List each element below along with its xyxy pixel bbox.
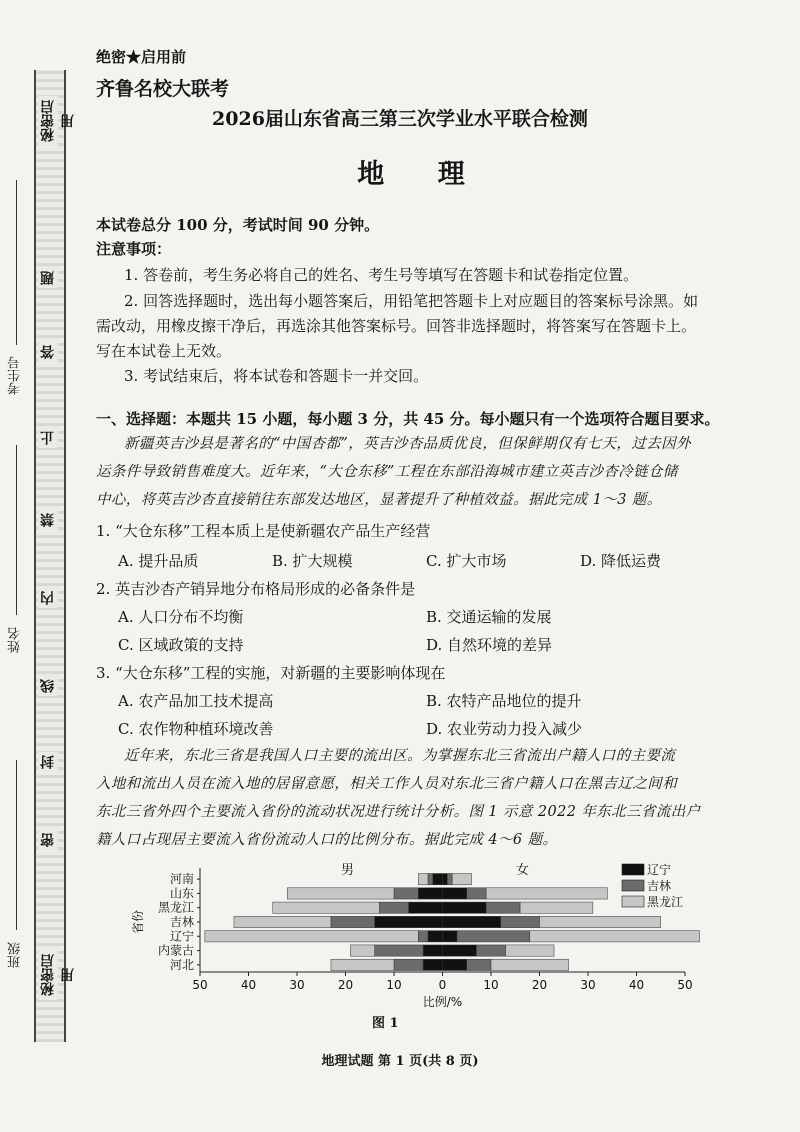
bar-female-河南-吉林 — [447, 874, 452, 885]
class-label: 班级 — [8, 942, 23, 968]
bar-female-内蒙古-黑龙江 — [506, 945, 555, 956]
bar-male-山东-黑龙江 — [287, 888, 394, 899]
q1-option-d[interactable]: D. 降低运费 — [580, 552, 662, 570]
bar-male-内蒙古-辽宁 — [423, 945, 442, 956]
category-label: 吉林 — [169, 915, 194, 929]
bar-male-河南-黑龙江 — [418, 874, 428, 885]
binding-mark-mi: 密 — [38, 830, 58, 850]
bar-female-河北-黑龙江 — [491, 959, 569, 970]
exam-title: 2026届山东省高三第三次学业水平联合检测 — [212, 108, 588, 130]
bar-male-黑龙江-辽宁 — [409, 902, 443, 913]
bar-female-河南-黑龙江 — [452, 874, 471, 885]
bar-female-内蒙古-吉林 — [476, 945, 505, 956]
x-tick-label: 10 — [483, 978, 499, 992]
q2-option-b[interactable]: B. 交通运输的发展 — [426, 608, 552, 626]
population-pyramid-chart — [120, 862, 720, 1012]
category-label: 河北 — [169, 957, 194, 972]
bar-female-黑龙江-辽宁 — [443, 902, 487, 913]
binding-mark-nei: 内 — [38, 588, 58, 608]
q1-option-a[interactable]: A. 提升品质 — [118, 552, 199, 570]
subject-title: 地 理 — [357, 159, 487, 190]
bar-male-辽宁-吉林 — [418, 931, 428, 942]
binding-mark-zhi: 止 — [38, 428, 58, 448]
figure-caption: 图 1 — [372, 1016, 399, 1031]
q1-option-c[interactable]: C. 扩大市场 — [426, 552, 507, 570]
x-tick-label: 40 — [628, 978, 645, 992]
legend-label: 辽宁 — [647, 863, 672, 877]
x-tick-label: 30 — [580, 978, 596, 992]
class-line — [16, 760, 17, 930]
q1-option-b[interactable]: B. 扩大规模 — [272, 552, 353, 570]
bar-female-河南-辽宁 — [443, 874, 448, 885]
q3-stem: 3. “大仓东移”工程的实施，对新疆的主要影响体现在 — [96, 664, 446, 682]
bar-male-黑龙江-吉林 — [379, 902, 408, 913]
category-label: 内蒙古 — [157, 943, 194, 958]
bar-male-辽宁-黑龙江 — [205, 931, 418, 942]
notice-2-end: 写在本试卷上无效。 — [96, 342, 232, 360]
q1-stem: 1. “大仓东移”工程本质上是使新疆农产品生产经营 — [96, 522, 431, 540]
x-tick-label: 30 — [289, 978, 305, 992]
q3-option-d[interactable]: D. 农业劳动力投入减少 — [426, 720, 583, 738]
legend-swatch-黑龙江 — [622, 896, 644, 907]
x-tick-label: 20 — [337, 978, 354, 992]
bar-male-河北-辽宁 — [423, 959, 442, 970]
bar-female-吉林-黑龙江 — [540, 916, 661, 927]
legend-swatch-辽宁 — [622, 864, 644, 875]
passage2-line4: 籍人口占现居主要流入省份流动人口的比例分布。据此完成 4～6 题。 — [96, 832, 558, 848]
passage2-line1: 近年来，东北三省是我国人口主要的流出区。为掌握东北三省流出户籍人口的主要流 — [124, 748, 676, 764]
notice-2: 2. 回答选择题时，选出每小题答案后，用铅笔把答题卡上对应题目的答案标号涂黑。如 — [124, 292, 699, 310]
bar-female-黑龙江-黑龙江 — [520, 902, 593, 913]
notice-title: 注意事项： — [96, 240, 172, 258]
q2-option-a[interactable]: A. 人口分布不均衡 — [118, 608, 244, 626]
bar-female-山东-吉林 — [467, 888, 486, 899]
bar-female-辽宁-吉林 — [457, 931, 530, 942]
bar-female-吉林-辽宁 — [443, 916, 501, 927]
category-label: 河南 — [169, 872, 194, 887]
y-axis-label: 省份 — [131, 909, 145, 935]
bar-female-河北-吉林 — [467, 959, 491, 970]
x-tick-label: 50 — [677, 978, 693, 992]
bar-male-河北-黑龙江 — [331, 959, 394, 970]
binding-mark-xian: 线 — [38, 676, 58, 696]
name-label: 姓名 — [8, 627, 23, 653]
binding-top-mark: 秘密启用 — [38, 96, 58, 146]
passage2-line3: 东北三省外四个主要流入省份的流动状况进行统计分析。图 1 示意 2022 年东北三省流出户 — [96, 804, 701, 820]
x-tick-label: 50 — [192, 978, 208, 992]
bar-female-辽宁-黑龙江 — [530, 931, 700, 942]
legend-swatch-吉林 — [622, 880, 644, 891]
q2-stem: 2. 英吉沙杏产销异地分布格局形成的必备条件是 — [96, 580, 416, 598]
exam-number-label: 考生号 — [8, 356, 23, 396]
female-side-label: 女 — [515, 863, 530, 878]
passage1-line3: 中心，将英吉沙杏直接销往东部发达地区，显著提升了种植效益。据此完成 1～3 题。 — [96, 492, 662, 508]
passage2-line2: 入地和流出人员在流入地的居留意愿，相关工作人员对东北三省户籍人口在黑吉辽之间和 — [96, 776, 678, 792]
binding-mark-feng: 封 — [38, 752, 58, 772]
bar-male-河北-吉林 — [394, 959, 423, 970]
confidential-mark: 绝密★启用前 — [96, 48, 187, 66]
bar-male-吉林-黑龙江 — [234, 916, 331, 927]
section-title: 一、选择题：本题共 15 小题，每小题 3 分，共 45 分。每小题只有一个选项符合题目要求。 — [96, 410, 720, 428]
bar-female-内蒙古-辽宁 — [443, 945, 477, 956]
binding-mark-ti: 题 — [38, 268, 58, 288]
bar-female-吉林-吉林 — [501, 916, 540, 927]
q2-option-c[interactable]: C. 区域政策的支持 — [118, 636, 244, 654]
score-line: 本试卷总分 100 分，考试时间 90 分钟。 — [96, 216, 380, 234]
binding-strip — [34, 70, 66, 1042]
legend-label: 黑龙江 — [647, 895, 684, 909]
bar-female-山东-辽宁 — [443, 888, 467, 899]
x-tick-label: 0 — [438, 978, 447, 992]
category-label: 辽宁 — [169, 929, 194, 944]
page-footer: 地理试题 第 1 页(共 8 页) — [321, 1054, 479, 1069]
bar-male-山东-吉林 — [394, 888, 418, 899]
x-tick-label: 40 — [240, 978, 257, 992]
q3-option-c[interactable]: C. 农作物种植环境改善 — [118, 720, 274, 738]
exam-number-line — [16, 180, 17, 345]
x-axis-label: 比例/% — [422, 995, 463, 1009]
category-label: 山东 — [169, 886, 194, 901]
male-side-label: 男 — [340, 863, 355, 878]
category-label: 黑龙江 — [157, 900, 194, 915]
bar-male-内蒙古-吉林 — [375, 945, 424, 956]
bar-male-河南-辽宁 — [433, 874, 443, 885]
bar-male-山东-辽宁 — [418, 888, 442, 899]
q3-option-b[interactable]: B. 农特产品地位的提升 — [426, 692, 582, 710]
notice-3: 3. 考试结束后，将本试卷和答题卡一并交回。 — [124, 367, 429, 385]
chart-svg — [120, 862, 720, 1012]
name-line — [16, 445, 17, 615]
bar-male-吉林-吉林 — [331, 916, 375, 927]
notice-1: 1. 答卷前，考生务必将自己的姓名、考生号等填写在答题卡和试卷指定位置。 — [124, 266, 639, 284]
legend-label: 吉林 — [647, 879, 672, 893]
bar-female-河北-辽宁 — [443, 959, 467, 970]
bar-male-黑龙江-黑龙江 — [273, 902, 380, 913]
passage1-line2: 运条件导致销售难度大。近年来，“大仓东移”工程在东部沿海城市建立英吉沙杏冷链仓储 — [96, 464, 678, 480]
q3-option-a[interactable]: A. 农产品加工技术提高 — [118, 692, 274, 710]
passage1-line1: 新疆英吉沙县是著名的“中国杏都”，英吉沙杏品质优良，但保鲜期仅有七天，过去因外 — [124, 436, 691, 452]
binding-mark-jin: 禁 — [38, 510, 58, 530]
x-tick-label: 10 — [386, 978, 402, 992]
exam-union-name: 齐鲁名校大联考 — [96, 78, 230, 100]
bar-male-河南-吉林 — [428, 874, 433, 885]
binding-bottom-mark: 秘密启用 — [38, 950, 58, 1000]
binding-mark-da: 答 — [38, 342, 58, 362]
x-tick-label: 20 — [531, 978, 548, 992]
notice-2-cont: 需改动，用橡皮擦干净后，再选涂其他答案标号。回答非选择题时，将答案写在答题卡上。 — [96, 317, 697, 335]
bar-female-山东-黑龙江 — [486, 888, 607, 899]
bar-male-辽宁-辽宁 — [428, 931, 443, 942]
bar-male-内蒙古-黑龙江 — [350, 945, 374, 956]
bar-male-吉林-辽宁 — [375, 916, 443, 927]
bar-female-辽宁-辽宁 — [443, 931, 458, 942]
bar-female-黑龙江-吉林 — [486, 902, 520, 913]
q2-option-d[interactable]: D. 自然环境的差异 — [426, 636, 553, 654]
